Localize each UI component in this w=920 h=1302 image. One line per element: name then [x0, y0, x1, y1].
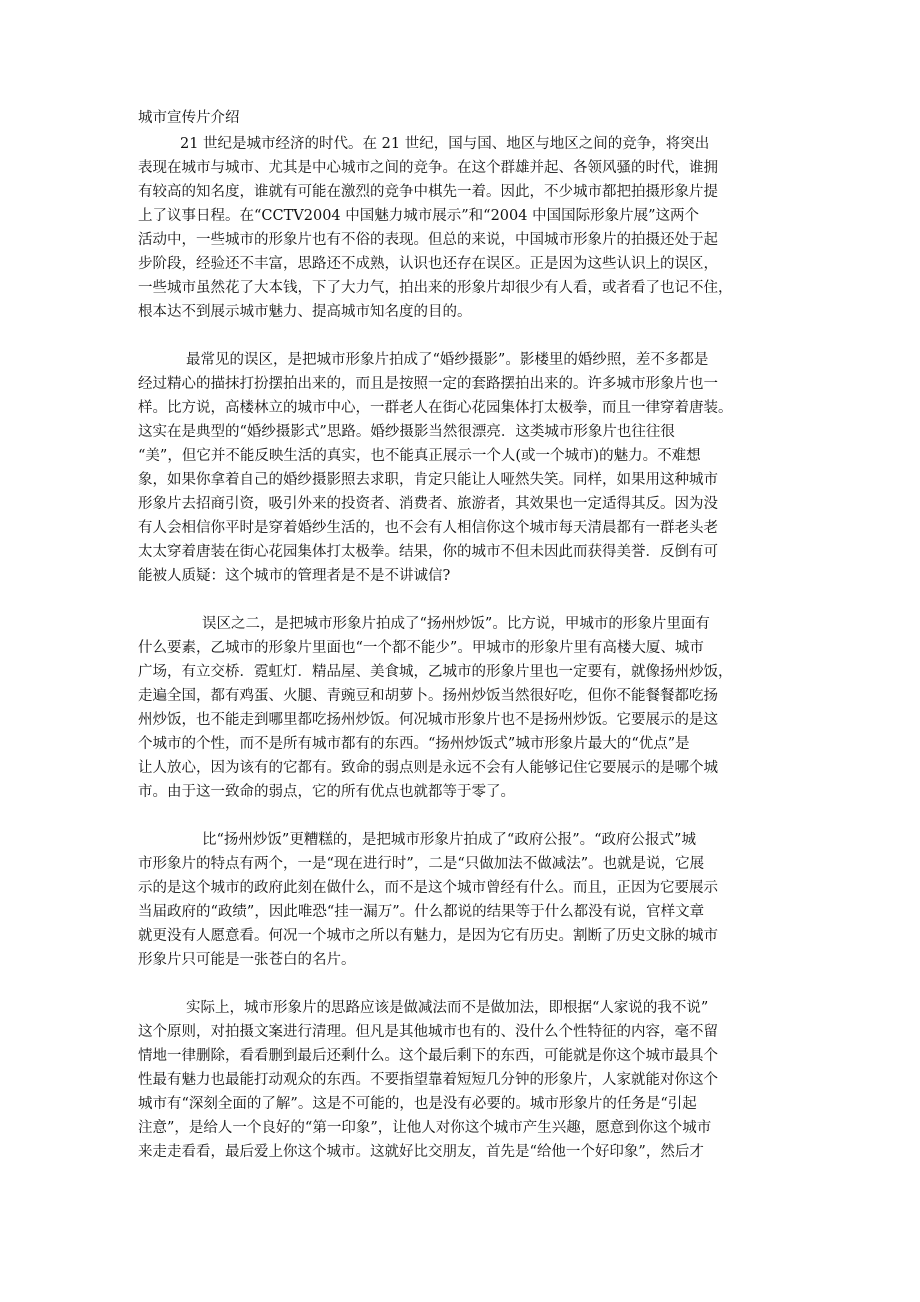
text-line: 走遍全国，都有鸡蛋、火腿、青豌豆和胡萝卜。扬州炒饭当然很好吃，但你不能餐餐都吃扬 [138, 688, 718, 704]
text-line: 样。比方说，高楼林立的城市中心，一群老人在街心花园集体打太极拳，而且一律穿着唐装。 [138, 400, 733, 416]
text-line: “美”，但它并不能反映生活的真实，也不能真正展示一个人(或一个城市)的魅力。不难想 [138, 448, 701, 464]
text-line: 来走走看看，最后爱上你这个城市。这就好比交朋友，首先是“给他一个好印象”，然后才 [138, 1144, 704, 1160]
text-line: 能被人质疑：这个城市的管理者是不是不讲诚信? [138, 568, 451, 584]
text-line: 让人放心，因为该有的它都有。致命的弱点则是永远不会有人能够记住它要展示的是哪个城 [138, 760, 718, 776]
text-line: 活动中，一些城市的形象片也有不俗的表现。但总的来说，中国城市形象片的拍摄还处于起 [138, 232, 718, 248]
text-line: 示的是这个城市的政府此刻在做什么，而不是这个城市曾经有什么。而且，正因为它要展示 [138, 880, 718, 896]
text-line: 城市有“深刻全面的了解”。这是不可能的，也是没有必要的。城市形象片的任务是“引起 [138, 1096, 697, 1112]
paragraph-gap [138, 324, 784, 348]
paragraph-1 [138, 132, 784, 324]
paragraph-2 [138, 348, 784, 588]
text-line: 表现在城市与城市、尤其是中心城市之间的竞争。在这个群雄并起、各领风骚的时代，谁拥 [138, 160, 718, 176]
paragraph-gap [138, 588, 784, 612]
text-line: 市。由于这一致命的弱点，它的所有优点也就都等于零了。 [138, 784, 515, 800]
text-line: 最常见的误区，是把城市形象片拍成了“婚纱摄影”。影楼里的婚纱照，差不多都是 [186, 352, 709, 368]
text-line: 误区之二，是把城市形象片拍成了“扬州炒饭”。比方说，甲城市的形象片里面有 [202, 616, 710, 632]
text-line: 市形象片的特点有两个，一是“现在进行时”，二是“只做加法不做减法”。也就是说，它展 [138, 856, 705, 872]
text-line: 性最有魅力也最能打动观众的东西。不要指望靠着短短几分钟的形象片，人家就能对你这个 [138, 1072, 718, 1088]
text-line: 情地一律删除，看看删到最后还剩什么。这个最后剩下的东西，可能就是你这个城市最具个 [138, 1048, 718, 1064]
text-line: 广场，有立交桥．霓虹灯．精品屋、美食城，乙城市的形象片里也一定要有，就像扬州炒饭， [138, 664, 733, 680]
text-line: 步阶段，经验还不丰富，思路还不成熟，认识也还存在误区。正是因为这些认识上的误区， [138, 256, 718, 272]
text-line: 这个原则，对拍摄文案进行清理。但凡是其他城市也有的、没什么个性特征的内容，毫不留 [138, 1024, 718, 1040]
document-title: 城市宣传片介绍 [138, 110, 240, 126]
paragraph-4 [138, 828, 784, 972]
text-line: 有人会相信你平时是穿着婚纱生活的，也不会有人相信你这个城市每天清晨都有一群老头老 [138, 520, 718, 536]
text-line: 有较高的知名度，谁就有可能在激烈的竞争中棋先一着。因此，不少城市都把拍摄形象片提 [138, 184, 718, 200]
text-line: 当届政府的“政绩”，因此唯恐“挂一漏万”。什么都说的结果等于什么都没有说，官样文章 [138, 904, 705, 920]
paragraph-gap [138, 972, 784, 996]
text-line: 经过精心的描抹打扮摆拍出来的，而且是按照一定的套路摆拍出来的。许多城市形象片也一 [138, 376, 718, 392]
text-line: 注意”，是给人一个良好的“第一印象”，让他人对你这个城市产生兴趣，愿意到你这个城市 [138, 1120, 712, 1136]
paragraph-5 [138, 996, 784, 1164]
text-line: 什么要素，乙城市的形象片里面也“一个都不能少”。甲城市的形象片里有高楼大厦、城市 [138, 640, 704, 656]
text-line: 形象片只可能是一张苍白的名片。 [138, 952, 356, 968]
text-line: 形象片去招商引资，吸引外来的投资者、消费者、旅游者，其效果也一定适得其反。因为没 [138, 496, 718, 512]
text-line: 实际上，城市形象片的思路应该是做减法而不是做加法，即根据“人家说的我不说” [186, 1000, 709, 1016]
document-page [138, 106, 784, 1164]
paragraph-3 [138, 612, 784, 804]
text-line: 上了议事日程。在“CCTV2004 中国魅力城市展示”和“2004 中国国际形象片展”这两个 [138, 208, 700, 224]
text-line: 这实在是典型的“婚纱摄影式”思路。婚纱摄影当然很漂亮．这类城市形象片也往往很 [138, 424, 675, 440]
text-line: 21 世纪是城市经济的时代。在 21 世纪，国与国、地区与地区之间的竞争，将突出 [180, 136, 710, 152]
text-line: 比“扬州炒饭”更糟糕的，是把城市形象片拍成了“政府公报”。“政府公报式”城 [202, 832, 696, 848]
paragraph-gap [138, 804, 784, 828]
text-line: 根本达不到展示城市魅力、提高城市知名度的目的。 [138, 304, 472, 320]
text-line: 象，如果你拿着自己的婚纱摄影照去求职，肯定只能让人哑然失笑。同样，如果用这种城市 [138, 472, 718, 488]
text-line: 太太穿着唐装在街心花园集体打太极拳。结果，你的城市不但未因此而获得美誉．反倒有可 [138, 544, 718, 560]
text-line: 个城市的个性，而不是所有城市都有的东西。“扬州炒饭式”城市形象片最大的“优点”是 [138, 736, 690, 752]
text-line: 就更没有人愿意看。何况一个城市之所以有魅力，是因为它有历史。割断了历史文脉的城市 [138, 928, 718, 944]
text-line: 一些城市虽然花了大本钱，下了大力气，拍出来的形象片却很少有人看，或者看了也记不住， [138, 280, 733, 296]
text-line: 州炒饭，也不能走到哪里都吃扬州炒饭。何况城市形象片也不是扬州炒饭。它要展示的是这 [138, 712, 718, 728]
